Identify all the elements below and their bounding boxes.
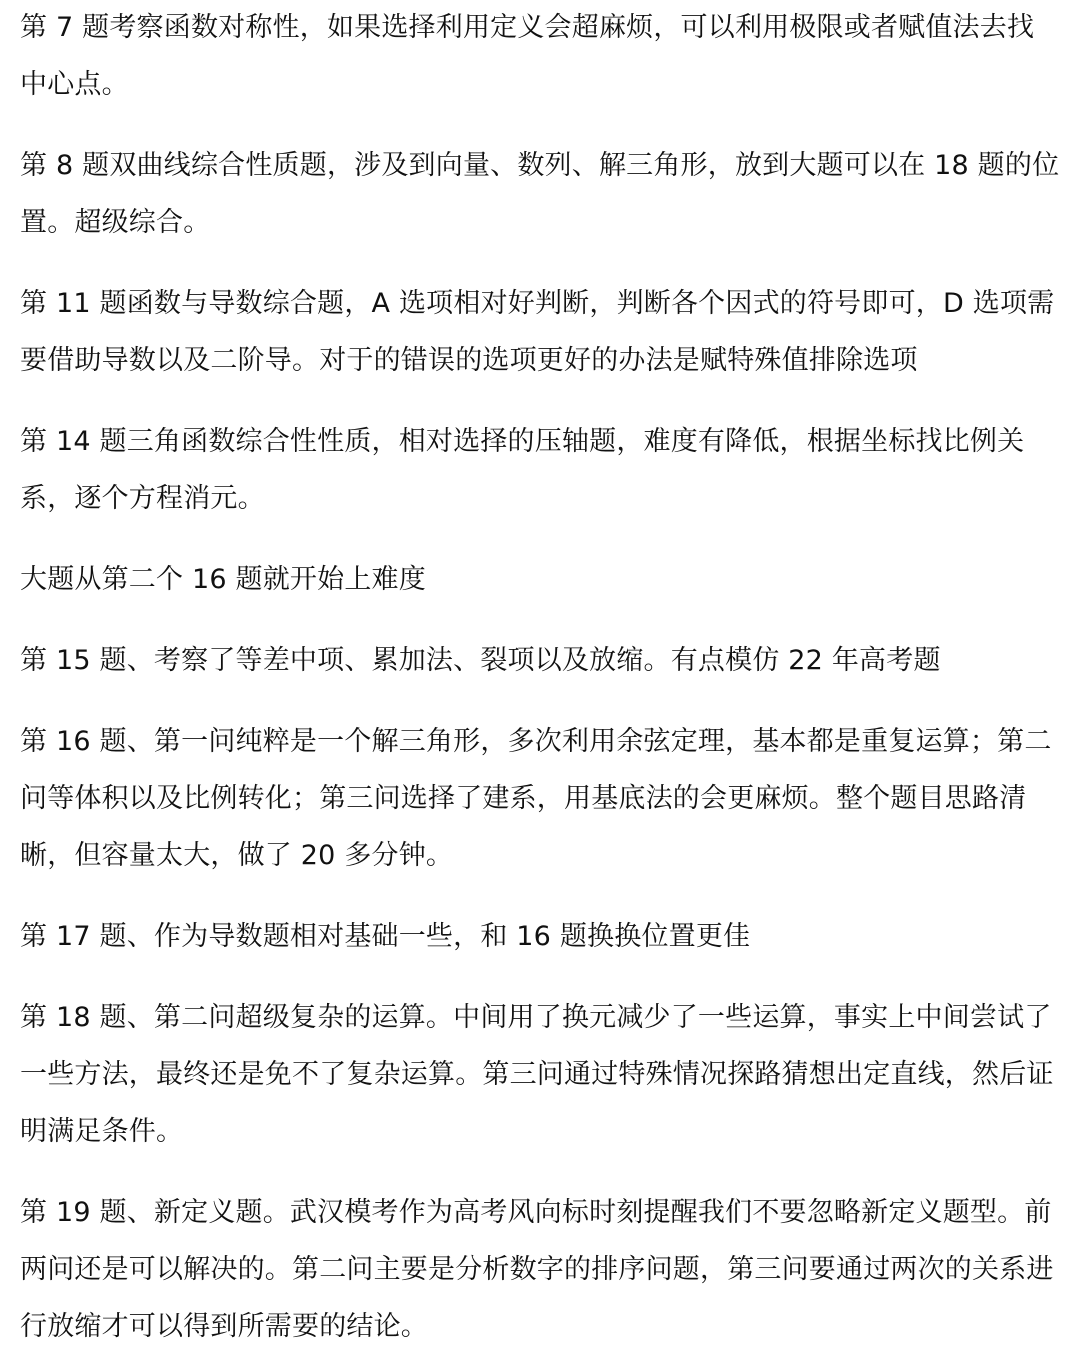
paragraph-q17: 第 17 题、作为导数题相对基础一些，和 16 题换换位置更佳 (20, 921, 751, 952)
paragraph-q15: 第 15 题、考察了等差中项、累加法、裂项以及放缩。有点模仿 22 年高考题 (20, 645, 941, 676)
paragraph-q18: 第 18 题、第二问超级复杂的运算。中间用了换元减少了一些运算，事实上中间尝试了一些方法，最终还是免不了复杂运算。第三问通过特殊情况探路猜想出定直线，然后证明满足条件。 (20, 1002, 1054, 1147)
paragraph-q7: 第 7 题考察函数对称性，如果选择利用定义会超麻烦，可以利用极限或者赋值法去找中心点。 (20, 12, 1035, 100)
paragraph-q16: 第 16 题、第一问纯粹是一个解三角形，多次利用余弦定理，基本都是重复运算；第二问等体积以及比例转化；第三问选择了建系，用基底法的会更麻烦。整个题目思路清晰，但容量太大，做了 20 多分钟。 (20, 726, 1052, 871)
paragraph-q8: 第 8 题双曲线综合性质题，涉及到向量、数列、解三角形，放到大题可以在 18 题的位置。超级综合。 (20, 150, 1060, 238)
paragraph-q19: 第 19 题、新定义题。武汉模考作为高考风向标时刻提醒我们不要忽略新定义题型。前两问还是可以解决的。第二问主要是分析数字的排序问题，第三问要通过两次的关系进行放缩才可以得到所需要的结论。 (20, 1197, 1054, 1342)
paragraph-q11: 第 11 题函数与导数综合题，A 选项相对好判断，判断各个因式的符号即可，D 选项需要借助导数以及二阶导。对于的错误的选项更好的办法是赋特殊值排除选项 (20, 288, 1055, 376)
paragraph-q14: 第 14 题三角函数综合性性质，相对选择的压轴题，难度有降低，根据坐标找比例关系，逐个方程消元。 (20, 426, 1025, 514)
paragraph-big-questions-intro: 大题从第二个 16 题就开始上难度 (20, 564, 426, 595)
